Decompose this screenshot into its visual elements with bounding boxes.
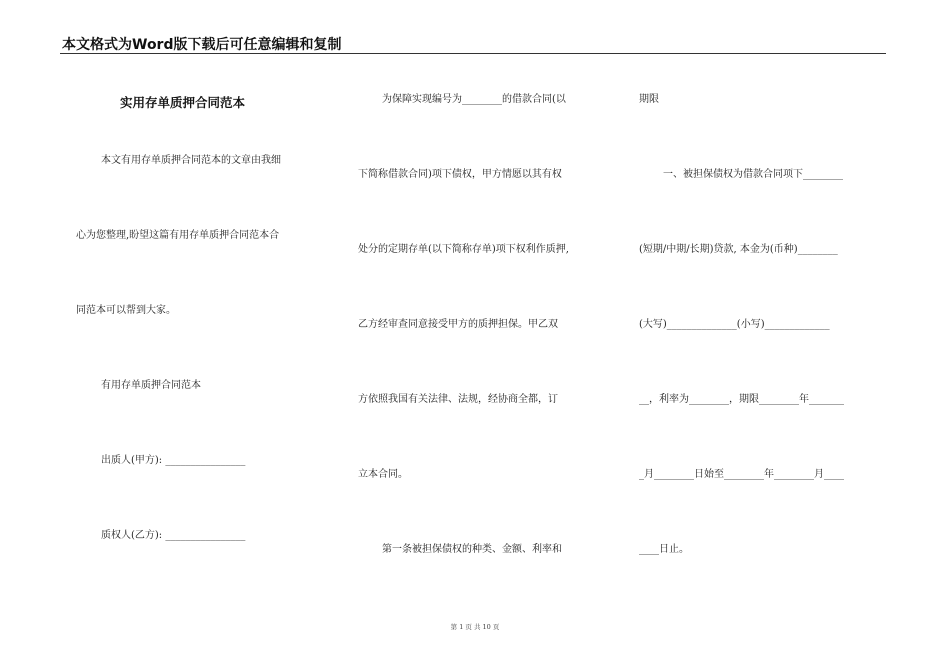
col3-line-5: __，利率为________，期限________年_______	[639, 394, 844, 405]
col3-line-2: 一、被担保债权为借款合同项下________	[663, 169, 843, 180]
document-banner: 本文格式为Word版下载后可任意编辑和复制	[62, 37, 342, 53]
col1-line-4: 有用存单质押合同范本	[101, 380, 201, 391]
col1-line-5: 出质人(甲方): ________________	[101, 455, 246, 466]
col2-line-3: 处分的定期存单(以下简称存单)项下权利作质押,	[358, 244, 569, 255]
col1-line-6: 质权人(乙方): ________________	[101, 530, 246, 541]
col3-line-7: ____日止。	[639, 544, 689, 555]
col2-line-6: 立本合同。	[358, 469, 408, 480]
header-divider	[60, 53, 886, 54]
col2-line-1: 为保障实现编号为________的借款合同(以	[382, 94, 566, 105]
col1-line-2: 心为您整理,盼望这篇有用存单质押合同范本合	[76, 230, 280, 241]
col3-line-6: _月________日始至________年________月____	[639, 469, 844, 480]
col2-line-7: 第一条被担保债权的种类、金额、利率和	[382, 544, 562, 555]
col3-line-1: 期限	[639, 94, 659, 105]
col1-line-1: 本文有用存单质押合同范本的文章由我细	[101, 155, 281, 166]
col2-line-2: 下简称借款合同)项下债权，甲方情愿以其有权	[358, 169, 562, 180]
page-number: 第 1 页 共 10 页	[450, 623, 500, 631]
col2-line-5: 方依照我国有关法律、法规，经协商全都，订	[358, 394, 558, 405]
col3-line-3: (短期/中期/长期)贷款, 本金为(币种)________	[639, 244, 838, 255]
document-title: 实用存单质押合同范本	[120, 95, 246, 110]
col2-line-4: 乙方经审查同意接受甲方的质押担保。甲乙双	[358, 319, 558, 330]
col1-line-3: 同范本可以帮到大家。	[76, 305, 176, 316]
col3-line-4: (大写)______________(小写)_____________	[639, 319, 830, 330]
